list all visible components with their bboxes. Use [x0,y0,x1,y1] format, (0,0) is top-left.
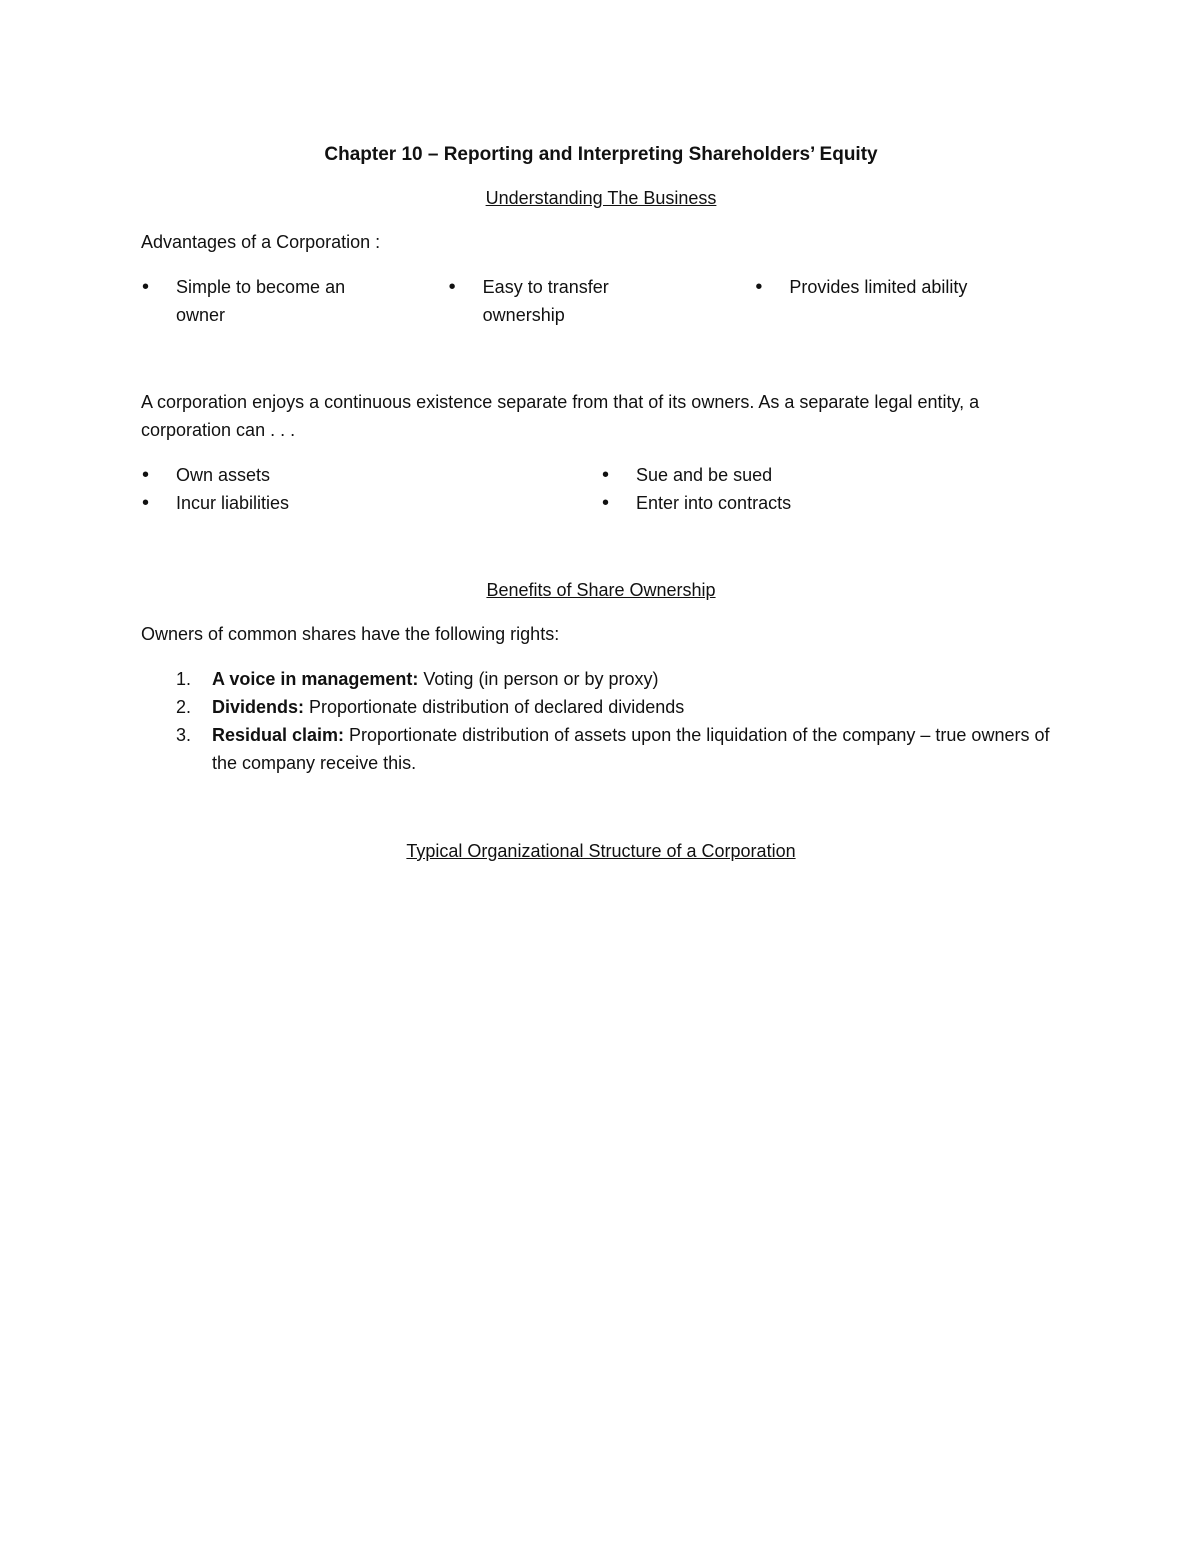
list-item [141,273,448,329]
list-number: 1. [176,669,192,689]
bullet-icon: • [142,464,150,486]
list-item [141,721,1061,777]
right-body [212,693,1061,721]
list-item [141,489,601,517]
right-body [212,665,1061,693]
advantage-text: Easy to transfer ownership [482,277,609,325]
advantage-text: Provides limited ability [789,277,968,297]
rights-list [141,665,1061,777]
right-term: A voice in management: [212,669,419,689]
document-title: Chapter 10 – Reporting and Interpreting Shareholders’ Equity [324,144,878,165]
advantages-intro: Advantages of a Corporation : [141,232,381,252]
ability-text: Enter into contracts [636,493,792,513]
right-text: Voting (in person or by proxy) [418,669,659,689]
abilities-column-left [141,461,601,517]
ability-text: Own assets [176,465,271,485]
document-page [141,140,1061,865]
list-number: 3. [176,725,192,745]
section-heading-understanding: Understanding The Business [485,188,717,208]
bullet-icon: • [602,492,610,514]
list-item [601,461,1061,489]
section-heading-benefits: Benefits of Share Ownership [486,580,716,600]
right-term: Residual claim: [212,725,345,745]
list-item [754,273,1061,329]
corporation-abilities-list [141,461,1061,517]
abilities-column-right [601,461,1061,517]
right-term: Dividends: [212,697,305,717]
bullet-icon: • [755,276,763,298]
corporation-paragraph: A corporation enjoys a continuous existence separate from that of its owners. As a separate legal entity, a corporation can . . . [141,392,980,440]
list-item [141,665,1061,693]
list-item [601,489,1061,517]
bullet-icon: • [142,276,150,298]
advantages-list [141,273,1061,329]
ability-text: Incur liabilities [176,493,290,513]
rights-intro: Owners of common shares have the following rights: [141,624,560,644]
list-item [141,693,1061,721]
right-text: Proportionate distribution of assets upon the liquidation of the company – true owners of the company receive this. [212,725,1050,773]
bullet-icon: • [142,492,150,514]
right-text: Proportionate distribution of declared dividends [304,697,685,717]
advantage-text: Simple to become an owner [176,277,346,325]
right-body [212,721,1061,777]
list-item [448,273,755,329]
ability-text: Sue and be sued [636,465,773,485]
bullet-icon: • [448,276,456,298]
list-number: 2. [176,697,192,717]
section-heading-org-structure: Typical Organizational Structure of a Corporation [406,841,796,861]
bullet-icon: • [602,464,610,486]
list-item [141,461,601,489]
